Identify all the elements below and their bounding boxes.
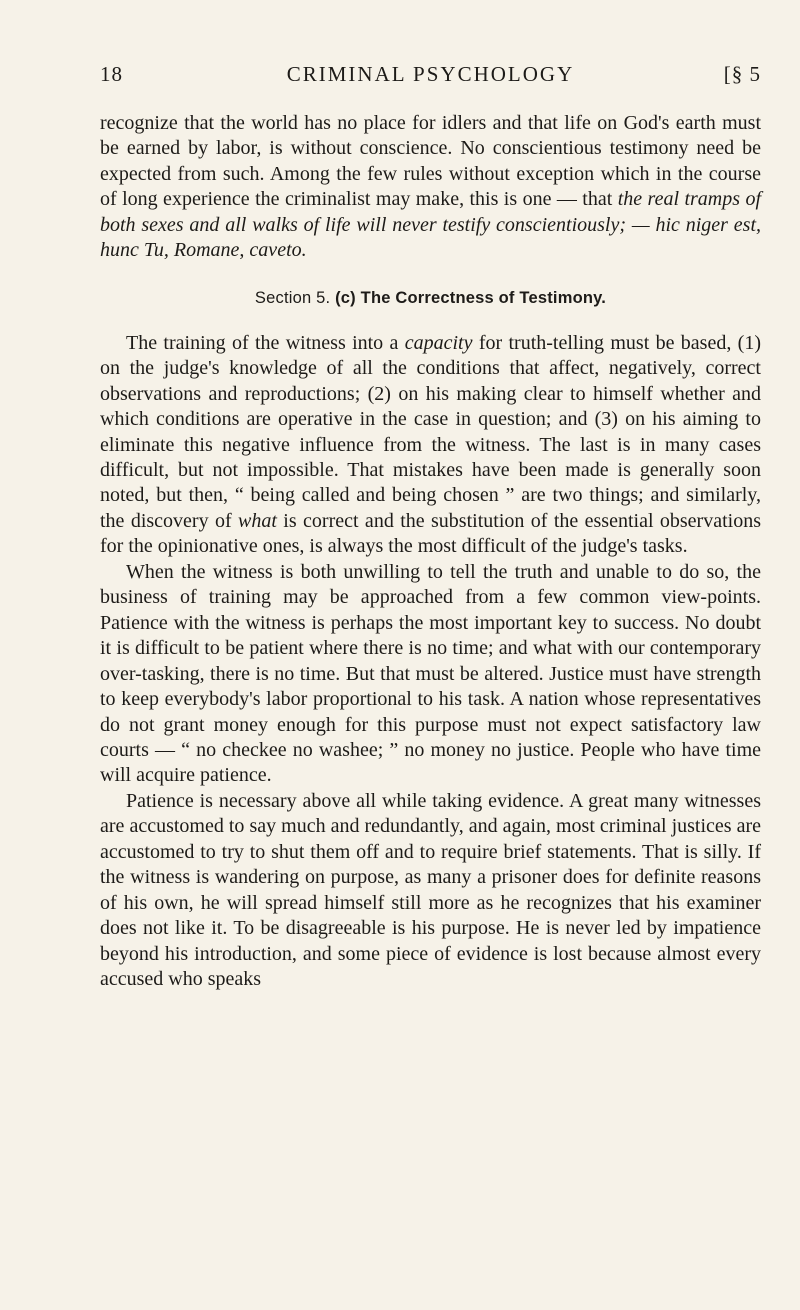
paragraph-1-text: recognize that the world has no place for idlers and that life on God's earth must be earned by labor, is without conscience. No conscientious testimony need be expected from such. Among the few rules without exception which in the course of long experience the criminalist may make, this is one — that: [100, 112, 761, 211]
paragraph-2-text-b: for truth-telling must be based, (1) on the judge's knowledge of all the conditions that affect, negatively, correct observations and reproductions; (2) on his making clear to himself whether and which conditions are operative in the case in question; and (3) on his aiming to eliminate this negative influence from the witness. The last is in many cases difficult, but not impossible. That mistakes have been made is generally soon noted, but then, “ being called and being chosen ” are two things; and similarly, the discovery of: [100, 331, 761, 532]
paragraph-4: Patience is necessary above all while taking evidence. A great many witnesses are accustomed to say much and redundantly, and again, most criminal justices are accustomed to try to shut them off and to require brief statements. That is silly. If the witness is wandering on purpose, as many a prisoner does for definite reasons of his own, he will spread himself still more as he recognizes that his examiner does not like it. To be disagreeable is his purpose. He is never led by impatience beyond his introduction, and some piece of evidence is lost because almost every accused who speaks: [100, 789, 761, 991]
body-text: [100, 111, 761, 993]
paragraph-3: When the witness is both unwilling to tell the truth and unable to do so, the business of training may be approached from a few common view-points. Patience with the witness is perhaps the most important key to success. No doubt it is difficult to be patient where there is no time; and what with our contemporary over-tasking, there is no time. But that must be altered. Justice must have strength to keep everybody's labor proportional to his task. A nation whose representatives do not grant money enough for this purpose must not expect satisfactory law courts — “ no checkee no washee; ” no money no justice. People who have time will acquire patience.: [100, 560, 761, 787]
paragraph-1-italic: the real tramps of both sexes and all walks of life will never testify conscientiously; — hic niger est, hunc Tu, Romane, caveto.: [100, 188, 761, 262]
paragraph-2-text-a: The training of the witness into a: [126, 331, 405, 354]
running-head: [100, 62, 761, 90]
running-title: CRIMINAL PSYCHOLOGY: [286, 62, 575, 86]
section-heading: [100, 287, 761, 309]
paragraph-2-text-c: is correct and the substitution of the essential observations for the opinionative ones, is always the most difficult of the judge's tasks.: [100, 509, 761, 558]
paragraph-1: [100, 111, 761, 264]
paragraph-2: [100, 331, 761, 560]
section-title: (c) The Correctness of Testimony.: [335, 288, 607, 307]
section-marker: [§ 5: [723, 62, 761, 86]
section-label: Section 5.: [254, 288, 331, 307]
paragraph-2-italic-capacity: capacity: [404, 331, 473, 354]
page-number: 18: [100, 62, 123, 86]
paragraph-2-italic-what: what: [238, 509, 277, 532]
